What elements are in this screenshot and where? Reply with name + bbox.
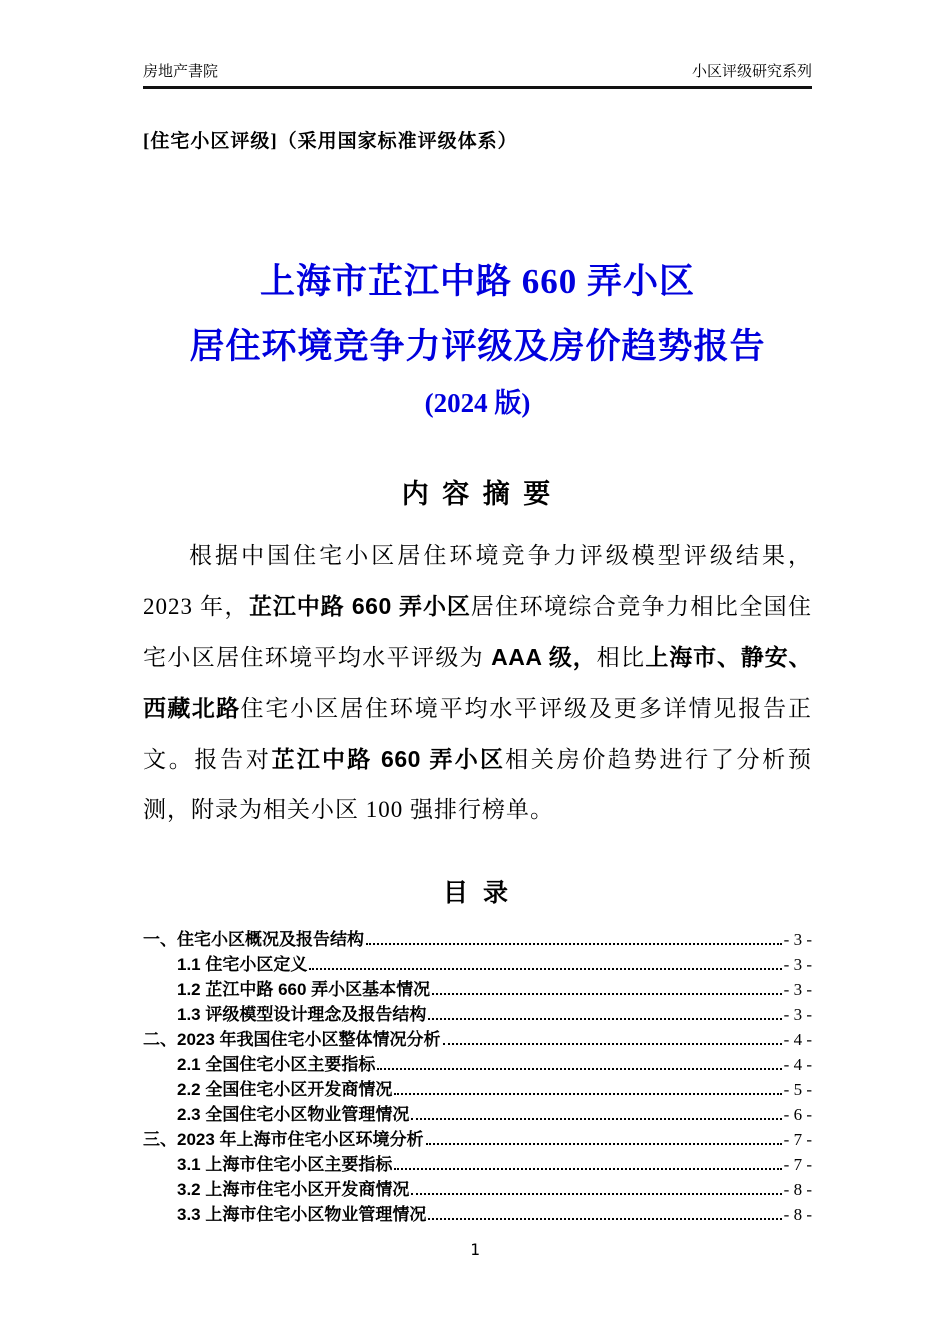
summary-text-run: 相比: [596, 645, 646, 670]
toc-item-page: - 6 -: [783, 1105, 812, 1124]
toc-item-label: 1.1 住宅小区定义: [177, 955, 308, 974]
report-title-block: [143, 249, 812, 427]
toc-item[interactable]: [143, 1200, 812, 1225]
page-header: [143, 63, 812, 89]
toc-dot-leader: [411, 1118, 781, 1120]
summary-heading: 内 容 摘 要: [401, 479, 554, 509]
toc-dot-leader: [428, 1018, 781, 1020]
summary-text-run: 居住环境综合竞争力相比全国住宅小区居住环境平均水平评级为: [143, 594, 813, 670]
toc-item[interactable]: [143, 1050, 812, 1075]
toc-item-page: - 5 -: [783, 1080, 812, 1099]
toc-item[interactable]: [143, 1000, 812, 1025]
toc-item-label: 三、2023 年上海市住宅小区环境分析: [143, 1130, 424, 1149]
summary-paragraph: [143, 531, 812, 835]
toc-item-label: 3.3 上海市住宅小区物业管理情况: [177, 1205, 427, 1224]
toc-item-page: - 4 -: [783, 1030, 812, 1049]
toc-item-label: 1.2 芷江中路 660 弄小区基本情况: [177, 980, 431, 999]
toc-item-label: 一、住宅小区概况及报告结构: [143, 930, 364, 949]
toc-dot-leader: [426, 1143, 782, 1145]
toc-item[interactable]: [143, 1075, 812, 1100]
summary-bold-run: 上海市、静安、西藏北路: [143, 644, 813, 721]
summary-bold-run: 芷江中路 660 弄小区: [271, 746, 506, 772]
toc-dot-leader: [432, 993, 782, 995]
toc-dot-leader: [394, 1093, 781, 1095]
toc-item[interactable]: [143, 925, 812, 950]
toc-item-page: - 8 -: [783, 1180, 812, 1199]
toc-item-page: - 7 -: [783, 1155, 812, 1174]
toc-item[interactable]: [143, 975, 812, 1000]
toc-dot-leader: [366, 943, 782, 945]
toc-item-page: - 3 -: [783, 930, 812, 949]
toc-item-label: 2.2 全国住宅小区开发商情况: [177, 1080, 393, 1099]
toc-list: [143, 925, 812, 1225]
page-number: 1: [470, 1240, 480, 1259]
toc-item-page: - 4 -: [783, 1055, 812, 1074]
toc-item-label: 2.3 全国住宅小区物业管理情况: [177, 1105, 410, 1124]
toc-dot-leader: [377, 1068, 781, 1070]
toc-dot-leader: [428, 1218, 781, 1220]
rating-system-tagline: [住宅小区评级]（采用国家标准评级体系）: [143, 131, 518, 152]
summary-text-run: 住宅小区居住环境平均水平评级及更多详情见报告正文。报告对: [143, 696, 813, 772]
toc-item[interactable]: [143, 1175, 812, 1200]
toc-item[interactable]: [143, 1025, 812, 1050]
toc-item[interactable]: [143, 1100, 812, 1125]
toc-dot-leader: [394, 1168, 781, 1170]
summary-bold-run: AAA 级，: [491, 644, 597, 670]
toc-item-label: 1.3 评级模型设计理念及报告结构: [177, 1005, 427, 1024]
report-edition: (2024 版): [424, 388, 531, 418]
toc-item-label: 二、2023 年我国住宅小区整体情况分析: [143, 1030, 441, 1049]
toc-item-label: 3.1 上海市住宅小区主要指标: [177, 1155, 393, 1174]
header-right-label: 小区评级研究系列: [691, 63, 812, 80]
toc-item[interactable]: [143, 1125, 812, 1150]
summary-bold-run: 芷江中路 660 弄小区: [248, 593, 471, 619]
toc-dot-leader: [443, 1043, 782, 1045]
header-left-label: 房地产書院: [143, 63, 219, 80]
report-title-line1: 上海市芷江中路 660 弄小区: [259, 262, 695, 301]
toc-dot-leader: [411, 1193, 781, 1195]
toc-item[interactable]: [143, 1150, 812, 1175]
toc-item[interactable]: [143, 950, 812, 975]
toc-item-page: - 7 -: [783, 1130, 812, 1149]
summary-text-run: 相关房价趋势进行了分析预测，附录为相关小区 100 强排行榜单。: [143, 747, 813, 822]
toc-item-label: 3.2 上海市住宅小区开发商情况: [177, 1180, 410, 1199]
toc-item-page: - 3 -: [783, 955, 812, 974]
toc-item-page: - 3 -: [783, 980, 812, 999]
summary-text-run: 根据中国住宅小区居住环境竞争力评级模型评级结果，2023 年，: [143, 543, 812, 619]
toc-dot-leader: [309, 968, 781, 970]
toc-item-page: - 3 -: [783, 1005, 812, 1024]
toc-heading: 目 录: [443, 879, 512, 907]
report-title-line2: 居住环境竞争力评级及房价趋势报告: [189, 327, 766, 366]
toc-item-page: - 8 -: [783, 1205, 812, 1224]
toc-item-label: 2.1 全国住宅小区主要指标: [177, 1055, 376, 1074]
